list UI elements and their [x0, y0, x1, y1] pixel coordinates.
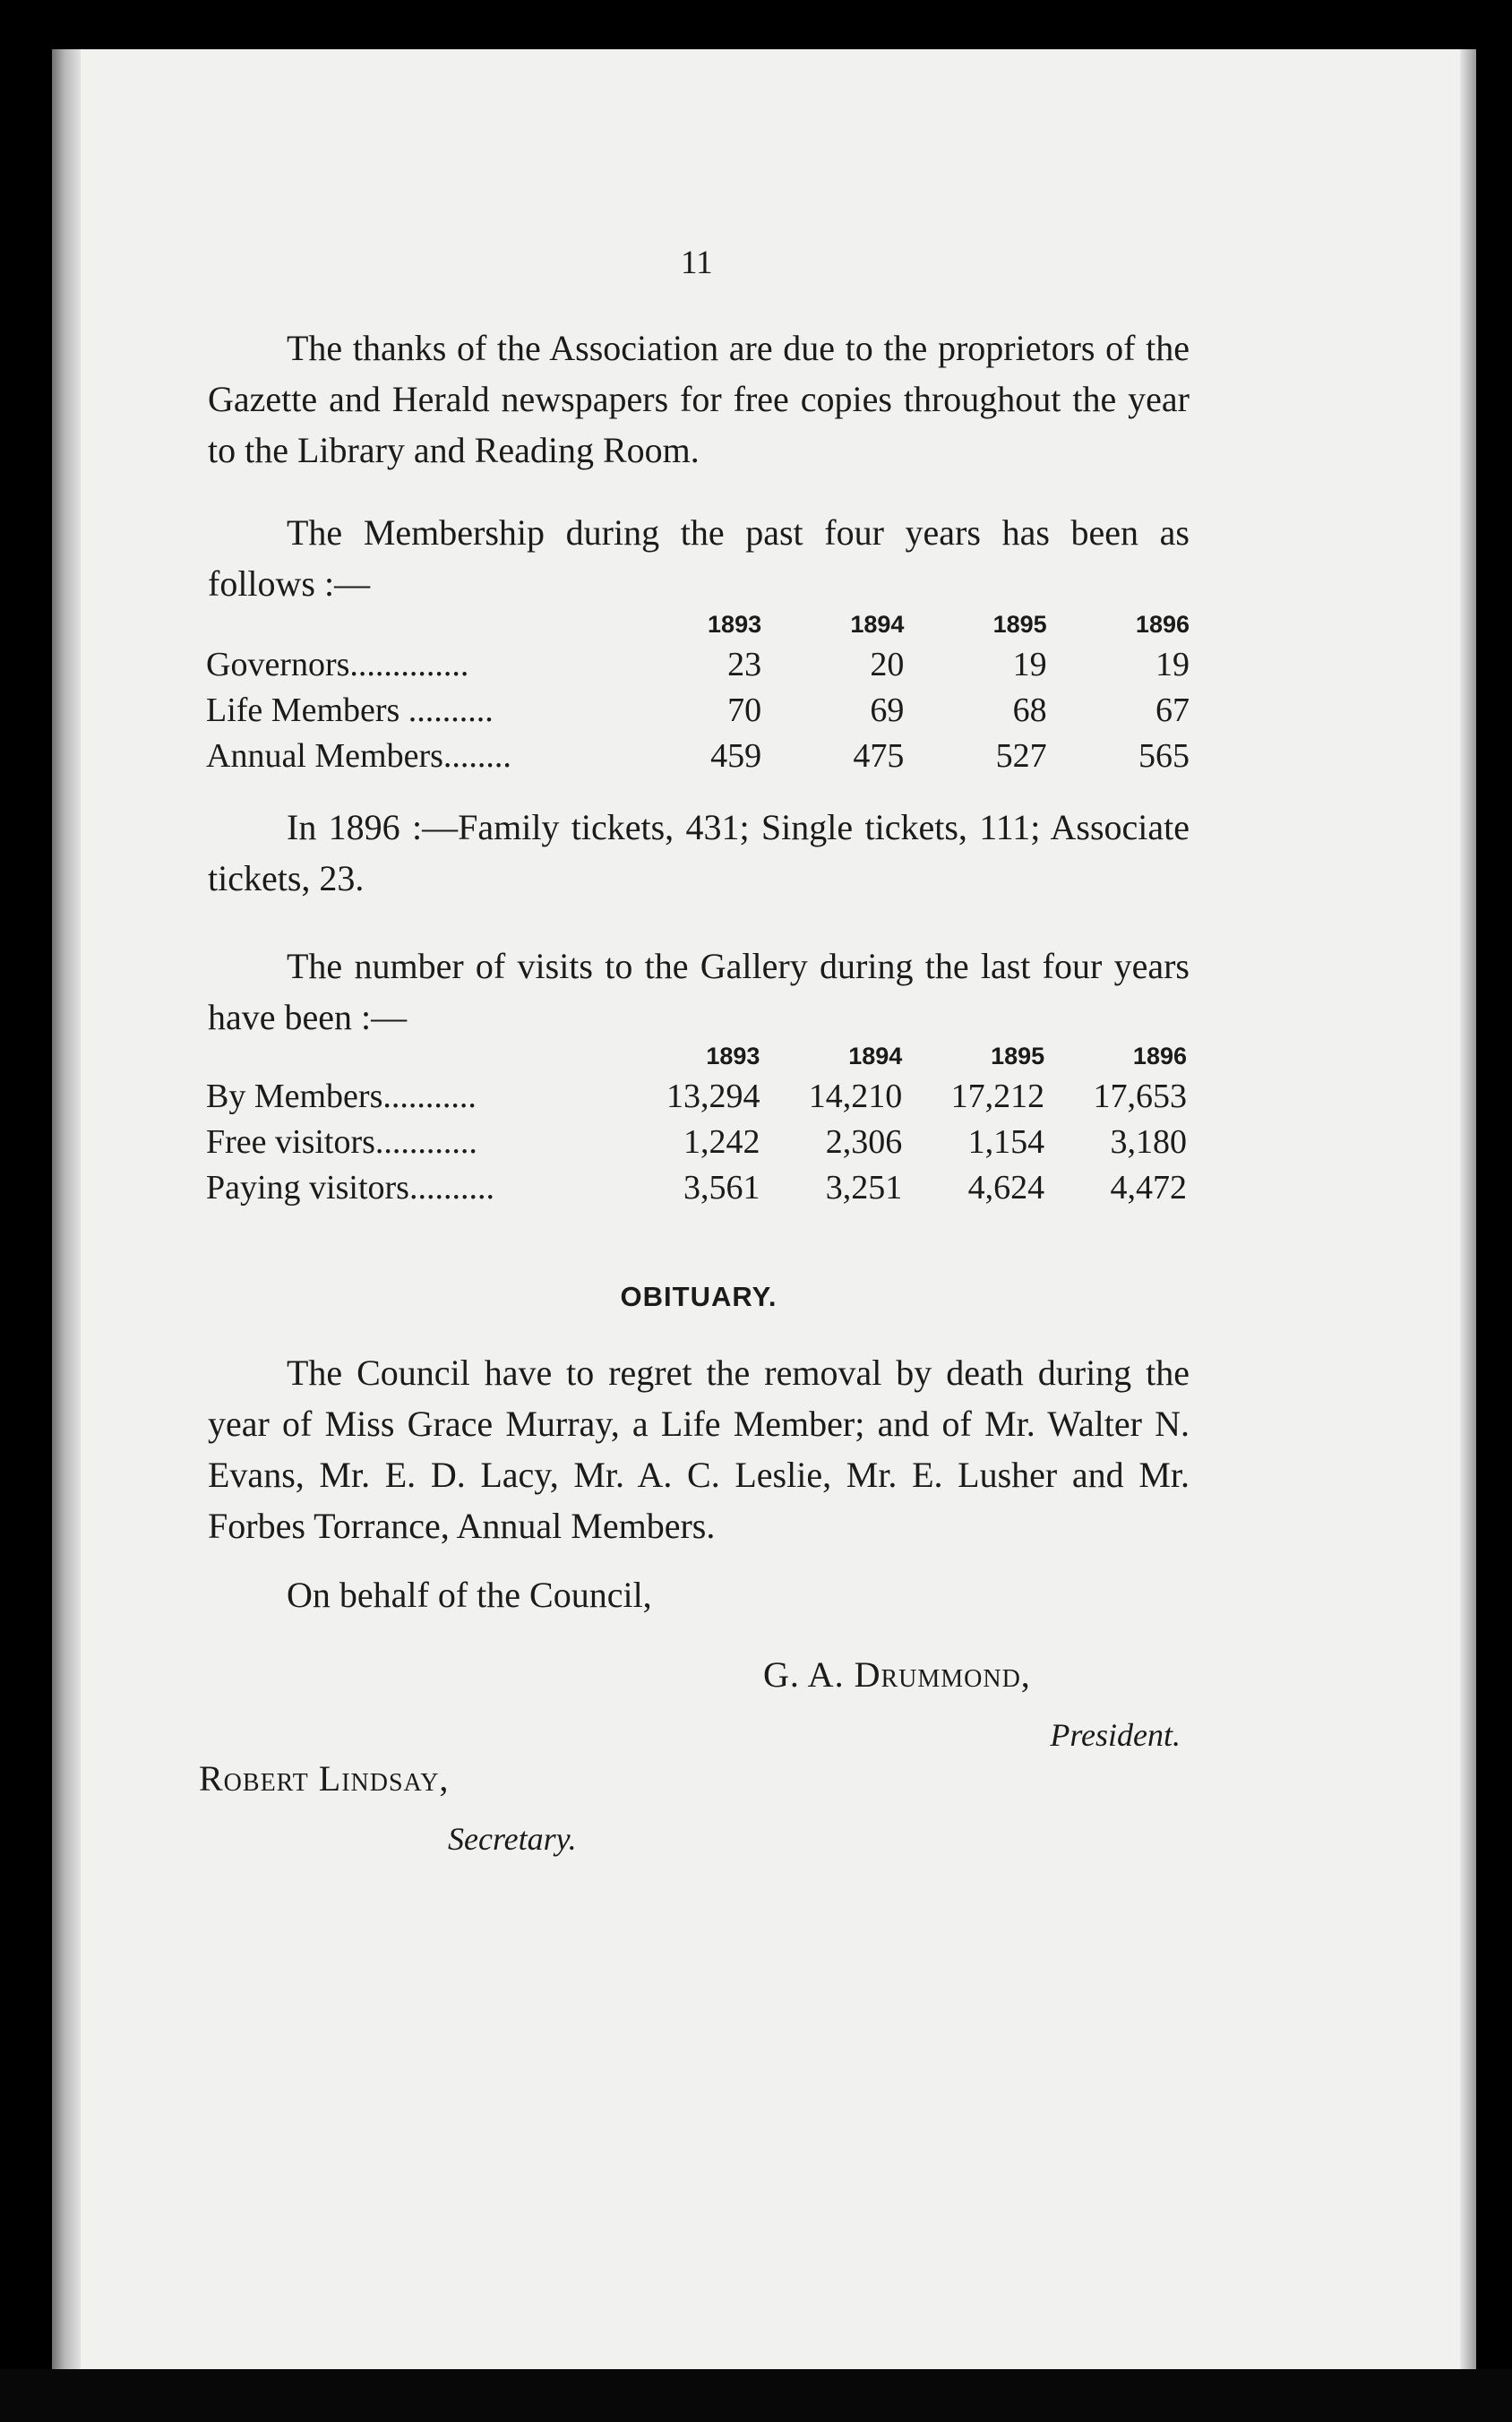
row-label: Governors.............. [206, 645, 469, 683]
membership-year-header: 1896 [1135, 610, 1190, 638]
row-label: Annual Members........ [206, 736, 511, 775]
membership-header-blank [206, 607, 619, 641]
council-closing-text: On behalf of the Council, [287, 1575, 652, 1615]
council-closing [208, 1569, 1190, 1620]
visits-intro-text: The number of visits to the Gallery during the last four years have been :— [208, 946, 1190, 1037]
row-value: 475 [853, 736, 905, 775]
membership-year-header: 1894 [850, 610, 905, 638]
row-value: 3,251 [825, 1168, 903, 1207]
row-value: 3,561 [683, 1168, 760, 1207]
visits-year-header: 1895 [991, 1042, 1045, 1069]
row-label: Paying visitors.......... [206, 1168, 494, 1207]
row-value: 527 [995, 736, 1047, 775]
table-row [206, 641, 1190, 687]
row-value: 2,306 [825, 1122, 903, 1161]
row-value: 68 [1012, 691, 1047, 729]
membership-intro-paragraph [208, 507, 1190, 609]
membership-year-header: 1895 [992, 610, 1047, 638]
row-value: 17,653 [1093, 1077, 1187, 1115]
visits-year-header: 1896 [1132, 1042, 1187, 1069]
president-name: G. A. Drummond, [763, 1654, 1031, 1695]
table-row [206, 1073, 1187, 1119]
visits-table [206, 1039, 1187, 1210]
row-value: 4,624 [967, 1168, 1045, 1207]
thanks-paragraph [208, 322, 1190, 476]
membership-year-header: 1893 [708, 610, 762, 638]
row-value: 3,180 [1110, 1122, 1187, 1161]
thanks-paragraph-text: The thanks of the Association are due to the proprietors of the Gazette and Herald newspapers for free copies throughout the year to the Library and Reading Room. [208, 328, 1190, 470]
visits-intro-paragraph [208, 940, 1190, 1043]
row-value: 70 [727, 691, 762, 729]
row-value: 19 [1012, 645, 1047, 683]
visits-table-header [206, 1039, 1187, 1073]
row-value: 1,242 [683, 1122, 760, 1161]
membership-table [206, 607, 1190, 778]
obituary-heading: OBITUARY. [620, 1281, 777, 1312]
secretary-name: Robert Lindsay, [199, 1758, 450, 1799]
table-row [206, 733, 1190, 778]
row-value: 14,210 [808, 1077, 903, 1115]
obituary-paragraph [208, 1347, 1190, 1551]
row-value: 1,154 [967, 1122, 1045, 1161]
tickets-paragraph-text: In 1896 :—Family tickets, 431; Single tickets, 111; Associate tickets, 23. [208, 807, 1190, 898]
row-value: 4,472 [1110, 1168, 1187, 1207]
row-value: 17,212 [950, 1077, 1045, 1115]
scan-bottom-border [0, 2369, 1512, 2422]
president-title: President. [1050, 1717, 1181, 1753]
row-value: 23 [727, 645, 762, 683]
obituary-paragraph-text: The Council have to regret the removal by death during the year of Miss Grace Murray, a Life Member; and of Mr. Walter N. Evans, Mr. E. D. Lacy, Mr. A. C. Leslie, Mr. E. Lusher and Mr. Forbes Torrance, Annual Members. [208, 1353, 1190, 1546]
row-value: 69 [870, 691, 905, 729]
page-right-edge-shadow [1460, 49, 1476, 2369]
row-label: Free visitors............ [206, 1122, 477, 1161]
table-row [206, 1119, 1187, 1164]
visits-year-header: 1894 [848, 1042, 903, 1069]
row-value: 459 [710, 736, 762, 775]
page-left-edge-shadow [52, 49, 81, 2369]
row-value: 19 [1155, 645, 1190, 683]
page-number: 11 [681, 245, 713, 281]
membership-table-header [206, 607, 1190, 641]
visits-header-blank [206, 1039, 618, 1073]
secretary-title: Secretary. [448, 1821, 577, 1857]
tickets-paragraph [208, 802, 1190, 904]
table-row [206, 1164, 1187, 1210]
membership-intro-text: The Membership during the past four years has been as follows :— [208, 512, 1190, 604]
row-label: Life Members .......... [206, 691, 494, 729]
row-value: 565 [1138, 736, 1190, 775]
table-row [206, 687, 1190, 733]
row-label: By Members........... [206, 1077, 477, 1115]
row-value: 20 [870, 645, 905, 683]
visits-year-header: 1893 [706, 1042, 760, 1069]
row-value: 67 [1155, 691, 1190, 729]
row-value: 13,294 [666, 1077, 760, 1115]
